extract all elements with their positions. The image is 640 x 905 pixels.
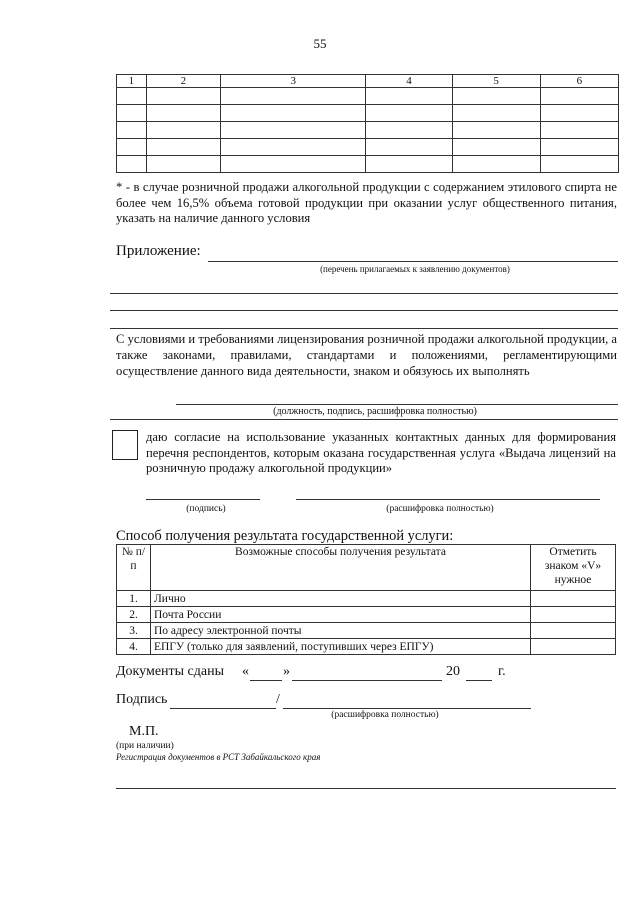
open-quote: « [242,664,249,679]
table-cell[interactable] [146,139,220,156]
data-table [116,74,619,173]
table-cell[interactable] [452,122,540,139]
table-cell[interactable] [117,122,147,139]
table-cell[interactable] [117,139,147,156]
stamp-note: (при наличии) [116,741,174,751]
table-cell[interactable] [540,156,618,173]
decode-caption: (расшифровка полностью) [386,504,494,514]
signature-caption: (расшифровка полностью) [331,710,439,720]
table-header-row [117,75,619,88]
appendix-line[interactable] [110,328,618,329]
table-row [117,105,619,122]
conditions-text: С условиями и требованиями лицензирования розничной продажи алкогольной продукции, а также законами, правилами, стандартами и положениями, регламентирующими осуществление данного вида деятельности, знаком и обязуюсь их выполнять [116,332,617,378]
table-cell[interactable] [366,156,452,173]
table-cell[interactable] [366,139,452,156]
table-cell[interactable] [540,139,618,156]
table-cell[interactable] [146,122,220,139]
table-cell[interactable] [146,105,220,122]
table-row [117,156,619,173]
row-num: 1. [117,591,151,607]
row-num: 4. [117,639,151,655]
table-cell[interactable] [452,139,540,156]
methods-header-row [117,545,616,591]
appendix-line[interactable] [110,310,618,311]
table-row [117,88,619,105]
table-row [117,122,619,139]
documents-label: Документы сданы [116,664,225,679]
day-field[interactable] [250,680,282,681]
row-num: 2. [117,607,151,623]
appendix-label: Приложение: [116,243,201,259]
table-cell[interactable] [540,122,618,139]
row-method: Лично [151,591,531,607]
table-cell[interactable] [452,105,540,122]
separator-line [110,419,618,420]
table-row [117,591,616,607]
table-cell[interactable] [221,105,366,122]
close-quote: » [283,664,290,679]
table-cell[interactable] [221,139,366,156]
table-cell[interactable] [221,88,366,105]
consent-text: даю согласие на использование указанных контактных данных для формирования перечня респондентов, которым оказана государственная услуга «Выдача лицензий на розничную продажу алкогольной продукции» [146,430,616,476]
table-row [117,623,616,639]
column-header: 3 [221,75,366,88]
methods-table [116,544,616,655]
methods-title: Способ получения результата государственной услуги: [116,528,454,544]
year-field[interactable] [466,680,492,681]
row-mark-cell[interactable] [531,623,616,639]
table-cell[interactable] [540,105,618,122]
table-cell[interactable] [452,88,540,105]
table-cell[interactable] [146,156,220,173]
registration-line[interactable] [116,788,616,789]
table-row [117,639,616,655]
year-prefix: 20 [446,664,460,679]
row-num: 3. [117,623,151,639]
table-cell[interactable] [221,156,366,173]
row-method: По адресу электронной почты [151,623,531,639]
header-num: № п/п [117,545,151,591]
signature-line[interactable] [146,499,260,500]
table-cell[interactable] [366,122,452,139]
footnote: * - в случае розничной продажи алкогольной продукции с содержанием этилового спирта не более чем 16,5% объема готовой продукции при оказании услуг общественного питания, указать на наличие данного условия [116,180,617,226]
table-cell[interactable] [221,122,366,139]
table-cell[interactable] [452,156,540,173]
row-mark-cell[interactable] [531,607,616,623]
appendix-line[interactable] [208,261,618,262]
appendix-caption: (перечень прилагаемых к заявлению документов) [320,264,510,274]
row-method: Почта России [151,607,531,623]
header-method: Возможные способы получения результата [151,545,531,591]
column-header: 5 [452,75,540,88]
signature-decode-field[interactable] [283,708,531,709]
table-row [117,139,619,156]
registration-label: Регистрация документов в РСТ Забайкальского края [116,752,321,762]
table-row [117,607,616,623]
column-header: 2 [146,75,220,88]
month-field[interactable] [292,680,442,681]
column-header: 6 [540,75,618,88]
decode-line[interactable] [296,499,600,500]
column-header: 4 [366,75,452,88]
table-cell[interactable] [540,88,618,105]
table-cell[interactable] [366,105,452,122]
column-header: 1 [117,75,147,88]
signature-field[interactable] [170,708,276,709]
stamp-label: М.П. [129,724,159,739]
page-number: 55 [313,36,327,51]
conditions-signature-line[interactable] [176,404,618,405]
row-mark-cell[interactable] [531,639,616,655]
conditions-caption: (должность, подпись, расшифровка полностью) [273,406,477,417]
appendix-line[interactable] [110,293,618,294]
table-cell[interactable] [366,88,452,105]
signature-slash: / [276,692,280,707]
row-mark-cell[interactable] [531,591,616,607]
table-cell[interactable] [117,88,147,105]
year-suffix: г. [498,664,506,679]
consent-checkbox[interactable] [112,430,138,460]
signature-label: Подпись [116,692,168,707]
signature-caption: (подпись) [186,504,226,514]
table-cell[interactable] [146,88,220,105]
row-method: ЕПГУ (только для заявлений, поступивших через ЕПГУ) [151,639,531,655]
table-cell[interactable] [117,105,147,122]
table-cell[interactable] [117,156,147,173]
header-mark: Отметить знаком «V» нужное [531,545,616,591]
